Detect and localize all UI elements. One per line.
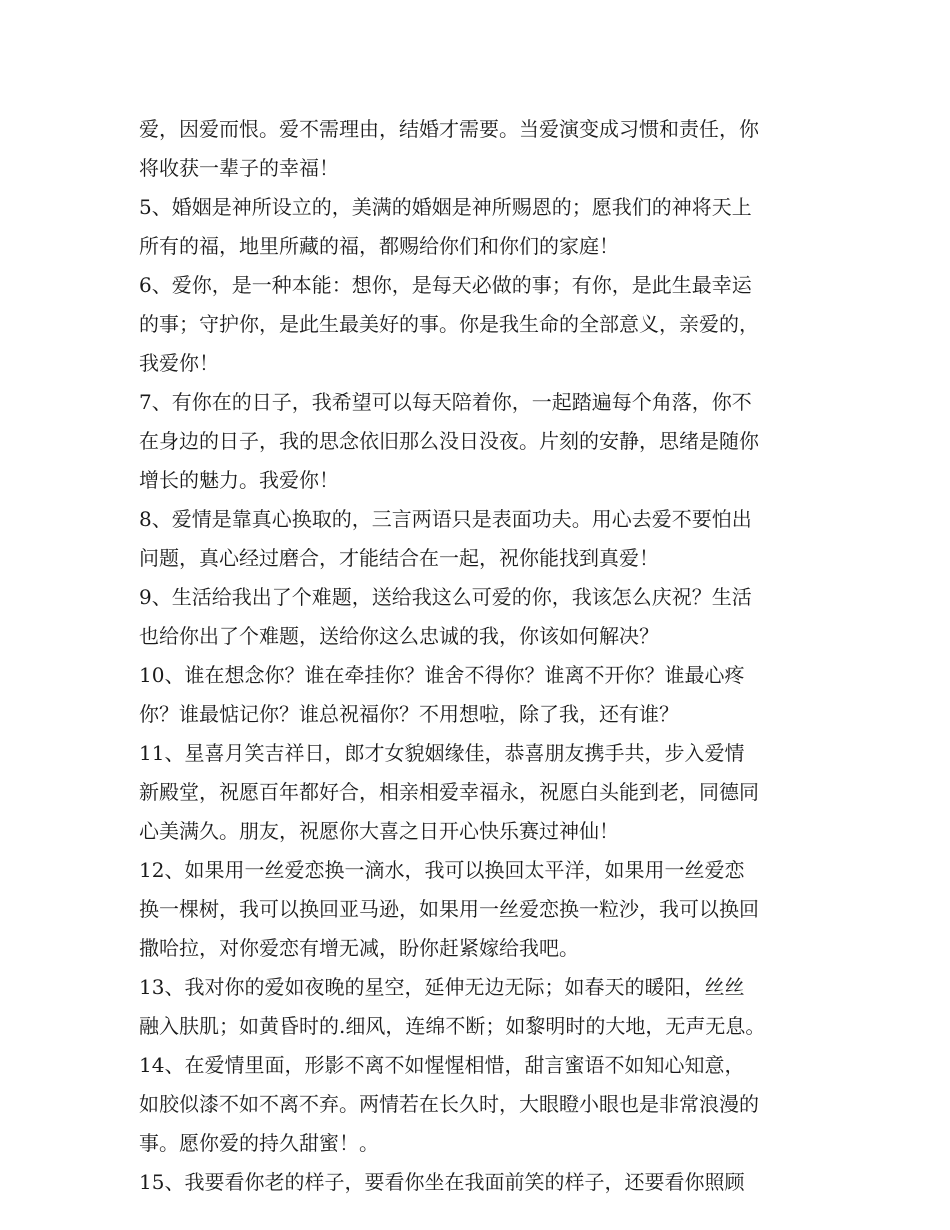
text-line: 7、有你在的日子，我希望可以每天陪着你，一起踏遍每个角落，你不 bbox=[139, 390, 752, 414]
text-line: 问题，真心经过磨合，才能结合在一起，祝你能找到真爱！ bbox=[139, 546, 659, 570]
text-line: 事。愿你爱的持久甜蜜！。 bbox=[139, 1131, 379, 1155]
text-line: 在身边的日子，我的思念依旧那么没日没夜。片刻的安静，思绪是随你 bbox=[139, 429, 759, 453]
text-line: 增长的魅力。我爱你！ bbox=[139, 468, 339, 492]
document-body bbox=[139, 110, 819, 1202]
text-line: 撒哈拉，对你爱恋有增无减，盼你赶紧嫁给我吧。 bbox=[139, 936, 579, 960]
text-line: 也给你出了个难题，送给你这么忠诚的我，你该如何解决？ bbox=[139, 624, 659, 648]
text-line: 10、谁在想念你？谁在牵挂你？谁舍不得你？谁离不开你？谁最心疼 bbox=[139, 663, 745, 687]
text-line: 6、爱你，是一种本能：想你，是每天必做的事；有你，是此生最幸运 bbox=[139, 273, 752, 297]
text-line: 爱，因爱而恨。爱不需理由，结婚才需要。当爱演变成习惯和责任，你 bbox=[139, 117, 759, 141]
text-line: 8、爱情是靠真心换取的，三言两语只是表面功夫。用心去爱不要怕出 bbox=[139, 507, 752, 531]
text-line: 融入肤肌；如黄昏时的.细风，连绵不断；如黎明时的大地，无声无息。 bbox=[139, 1014, 766, 1038]
text-line: 的事；守护你，是此生最美好的事。你是我生命的全部意义，亲爱的， bbox=[139, 312, 759, 336]
text-line: 所有的福，地里所藏的福，都赐给你们和你们的家庭！ bbox=[139, 234, 619, 258]
text-line: 心美满久。朋友，祝愿你大喜之日开心快乐赛过神仙！ bbox=[139, 819, 619, 843]
text-line: 13、我对你的爱如夜晚的星空，延伸无边无际；如春天的暖阳，丝丝 bbox=[139, 975, 745, 999]
text-line: 12、如果用一丝爱恋换一滴水，我可以换回太平洋，如果用一丝爱恋 bbox=[139, 858, 745, 882]
text-line: 11、星喜月笑吉祥日，郎才女貌姻缘佳，恭喜朋友携手共，步入爱情 bbox=[139, 741, 745, 765]
text-line: 我爱你！ bbox=[139, 351, 219, 375]
text-line: 14、在爱情里面，形影不离不如惺惺相惜，甜言蜜语不如知心知意， bbox=[139, 1053, 745, 1077]
text-line: 9、生活给我出了个难题，送给我这么可爱的你，我该怎么庆祝？生活 bbox=[139, 585, 752, 609]
text-line: 15、我要看你老的样子，要看你坐在我面前笑的样子，还要看你照顾 bbox=[139, 1170, 745, 1194]
text-line: 换一棵树，我可以换回亚马逊，如果用一丝爱恋换一粒沙，我可以换回 bbox=[139, 897, 759, 921]
text-line: 你？谁最惦记你？谁总祝福你？不用想啦，除了我，还有谁？ bbox=[139, 702, 679, 726]
text-line: 将收获一辈子的幸福！ bbox=[139, 156, 339, 180]
text-line: 5、婚姻是神所设立的，美满的婚姻是神所赐恩的；愿我们的神将天上 bbox=[139, 195, 752, 219]
text-line: 如胶似漆不如不离不弃。两情若在长久时，大眼瞪小眼也是非常浪漫的 bbox=[139, 1092, 759, 1116]
text-line: 新殿堂，祝愿百年都好合，相亲相爱幸福永，祝愿白头能到老，同德同 bbox=[139, 780, 759, 804]
